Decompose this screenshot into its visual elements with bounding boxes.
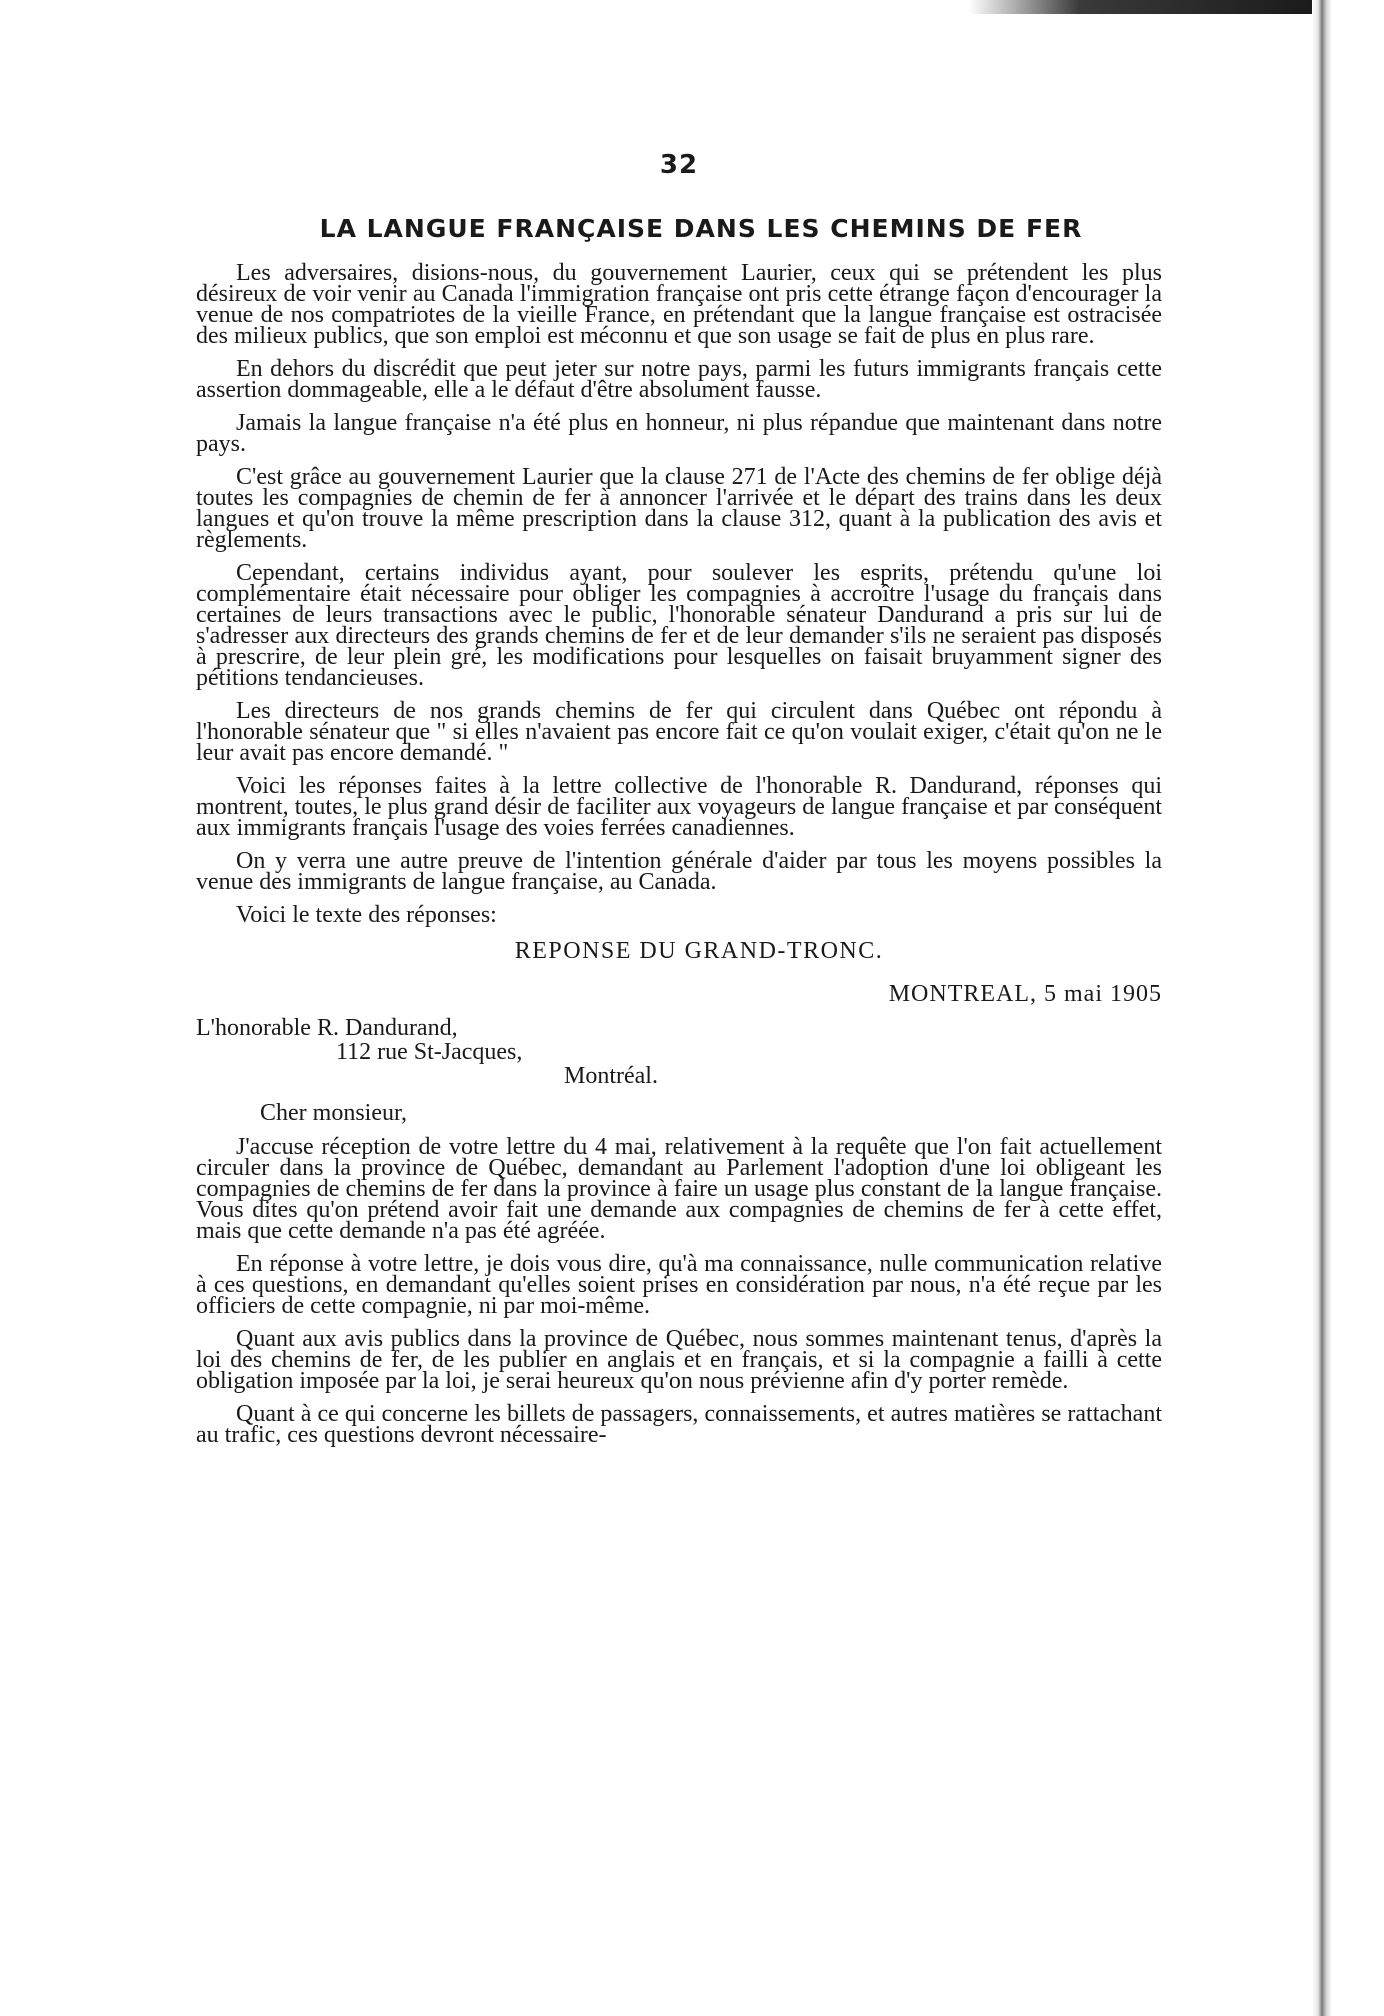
page-number: 32	[659, 150, 699, 180]
paragraph: C'est grâce au gouvernement Laurier que la clause 271 de l'Acte des chemins de fer oblige déjà toutes les compagnies de chemin de fer à annoncer l'arrivée et le départ des trains dans les deux langues et qu'on trouve la même prescription dans la clause 312, quant à la publication des avis et règlements.	[196, 464, 1162, 553]
paragraph: Les adversaires, disions-nous, du gouvernement Laurier, ceux qui se prétendent les plus désireux de voir venir au Canada l'immigration française ont pris cette étrange façon d'encourager la venue de nos compatriotes de la vieille France, en prétendant que la langue française est ostracisée des milieux publics, que son emploi est méconnu et que son usage se fait de plus en plus rare.	[196, 260, 1162, 349]
intro-text	[196, 260, 1162, 928]
letter-title: REPONSE DU GRAND-TRONC.	[514, 938, 884, 964]
paragraph: Quant à ce qui concerne les billets de passagers, connaissements, et autres matières se rattachant au trafic, ces questions devront nécessaire-	[196, 1401, 1162, 1448]
letter-salutation: Cher monsieur,	[260, 1100, 408, 1126]
letter-address	[196, 1016, 1162, 1088]
page-body	[196, 150, 1162, 1458]
paragraph: On y verra une autre preuve de l'intention générale d'aider par tous les moyens possibles la venue des immigrants de langue française, au Canada.	[196, 848, 1162, 895]
paragraph: J'accuse réception de votre lettre du 4 mai, relativement à la requête que l'on fait actuellement circuler dans la province de Québec, demandant au Parlement l'adoption d'une loi obligeant les compagnies de chemins de fer dans la province à faire un usage plus constant de la langue française. Vous dites qu'on prétend avoir fait une demande aux compagnies de chemins de fer à cette effet, mais que cette demande n'a pas été agréée.	[196, 1134, 1162, 1244]
paragraph: Voici les réponses faites à la lettre collective de l'honorable R. Dandurand, réponses qui montrent, toutes, le plus grand désir de faciliter aux voyageurs de langue française et par conséquent aux immigrants français l'usage des voies ferrées canadiennes.	[196, 773, 1162, 841]
paragraph: En dehors du discrédit que peut jeter sur notre pays, parmi les futurs immigrants français cette assertion dommageable, elle a le défaut d'être absolument fausse.	[196, 356, 1162, 403]
paragraph: Les directeurs de nos grands chemins de fer qui circulent dans Québec ont répondu à l'honorable sénateur que " si elles n'avaient pas encore fait ce qu'on voulait exiger, c'était qu'on ne le leur avait pas encore demandé. "	[196, 698, 1162, 766]
scan-top-edge	[0, 0, 1384, 14]
address-line: 112 rue St-Jacques,	[336, 1039, 523, 1065]
address-line: Montréal.	[564, 1063, 658, 1089]
paragraph: Cependant, certains individus ayant, pour soulever les esprits, prétendu qu'une loi complémentaire était nécessaire pour obliger les compagnies à accroître l'usage du français dans certaines de leurs transactions avec le public, l'honorable sénateur Dandurand a pris sur lui de s'adresser aux directeurs des grands chemins de fer et de leur demander s'ils ne seraient pas disposés à prescrire, de leur plein gré, les modifications pour lesquelles on faisait bruyamment signer des pétitions tendancieuses.	[196, 560, 1162, 691]
paragraph: Quant aux avis publics dans la province de Québec, nous sommes maintenant tenus, d'après la loi des chemins de fer, de les publier en anglais et en français, et si la compagnie a failli à cette obligation imposée par la loi, je serai heureux qu'on nous prévienne afin d'y porter remède.	[196, 1326, 1162, 1394]
letter-dateline: MONTREAL, 5 mai 1905	[888, 981, 1162, 1007]
scan-binding-edge	[1312, 0, 1384, 2016]
paragraph: Jamais la langue française n'a été plus en honneur, ni plus répandue que maintenant dans notre pays.	[196, 410, 1162, 457]
paragraph: Voici le texte des réponses:	[236, 902, 497, 928]
paragraph: En réponse à votre lettre, je dois vous dire, qu'à ma connaissance, nulle communication relative à ces questions, en demandant qu'elles soient prises en considération par nous, n'a été reçue par les officiers de cette compagnie, ni par moi-même.	[196, 1251, 1162, 1319]
page-heading: LA LANGUE FRANÇAISE DANS LES CHEMINS DE FER	[319, 214, 1083, 243]
letter-text	[196, 1134, 1162, 1448]
address-line: L'honorable R. Dandurand,	[196, 1015, 458, 1041]
